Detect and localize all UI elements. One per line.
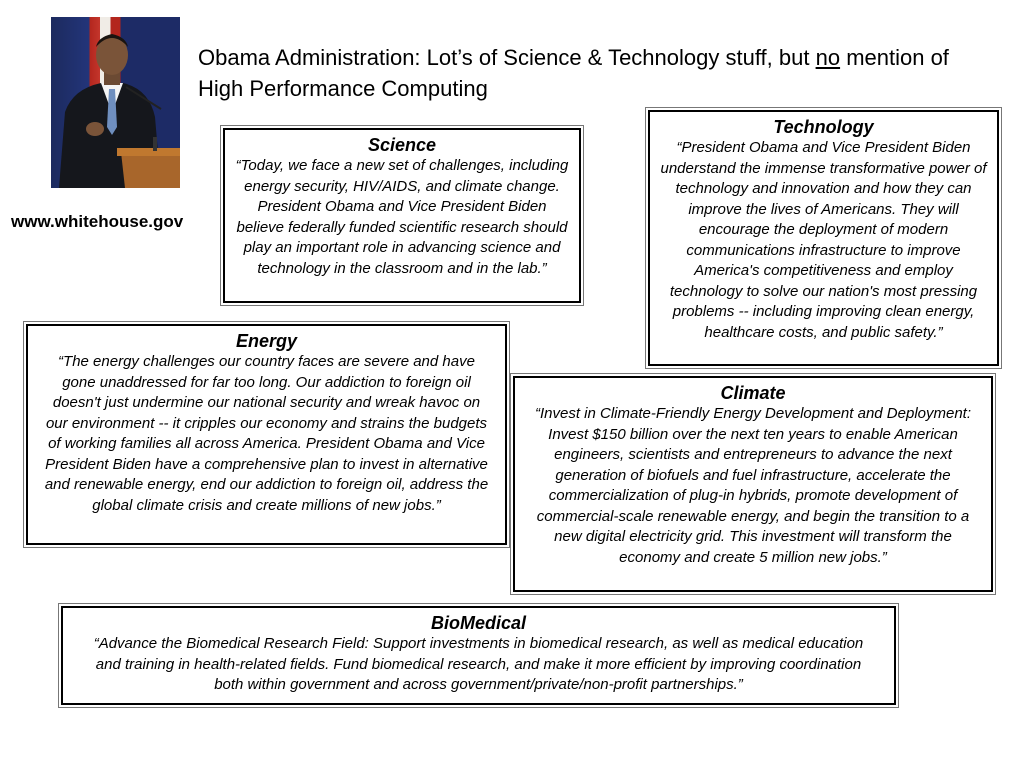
energy-title: Energy [235,331,298,351]
science-box [223,128,581,303]
technology-box [648,110,999,366]
heading-underlined-word: no [815,45,841,70]
president-photo [51,17,180,188]
heading-part-2: mention of High Performance Computing [198,45,949,101]
climate-quote: “Invest in Climate-Friendly Energy Development and Deployment: Invest $150 billion over the next ten years to enable American engineers, scientists and entrepreneurs to advance the next generation of biofuels and fuel infrastructure, accelerate the commercialization of plug-in hybrids, promote development of commercial-scale renewable energy, and begin the transition to a new digital electricity grid. This investment will transform the economy and create 5 million new jobs.” [534,405,972,566]
science-title: Science [367,135,437,155]
energy-box [26,324,507,545]
energy-quote: “The energy challenges our country faces are severe and have gone unaddressed for far too long. Our addiction to foreign oil doesn't just undermine our national security and wreak havoc on our environment -- it cripples our economy and strains the budgets of working families all across America. President Obama and Vice President Biden have a comprehensive plan to invest in alternative and renewable energy, end our addiction to foreign oil, address the global climate crisis and create millions of new jobs.” [44,353,489,514]
climate-box [513,376,993,592]
speaker-at-podium-image [51,17,180,188]
slide-heading [198,42,988,104]
biomedical-box [61,606,896,705]
science-quote: “Today, we face a new set of challenges, including energy security, HIV/AIDS, and climate change. President Obama and Vice President Biden believe federally funded scientific research should play an important role in advancing science and technology in the classroom and in the lab.” [235,157,569,277]
biomedical-quote: “Advance the Biomedical Research Field: Support investments in biomedical research, as well as medical education and training in health-related fields. Fund biomedical research, and make it more efficient by improving coordination both within government and across government/private/non-profit partnerships.” [93,635,864,693]
heading-part-1: Obama Administration: Lot’s of Science & Technology stuff, but [198,45,816,70]
technology-quote: “President Obama and Vice President Biden understand the immense transformative power of technology and innovation and how they can improve the lives of Americans. They will encourage the deployment of modern communications infrastructure to improve America's competitiveness and employ technology to solve our nation's most pressing problems -- including improving clean energy, healthcare costs, and public safety.” [660,139,987,341]
technology-title: Technology [773,117,874,137]
biomedical-title: BioMedical [430,613,527,633]
source-url: www.whitehouse.gov [11,212,184,231]
climate-title: Climate [720,383,786,403]
